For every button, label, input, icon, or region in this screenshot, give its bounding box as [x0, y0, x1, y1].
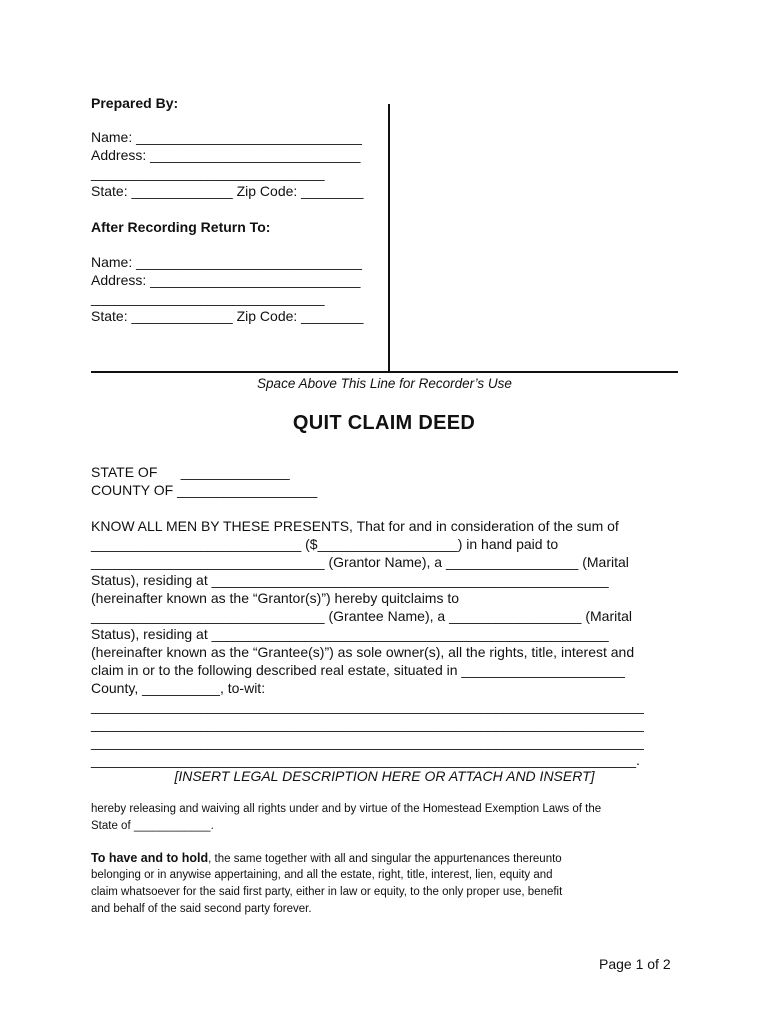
- prepared-by-address-field[interactable]: Address: ___________________________: [91, 147, 361, 163]
- prepared-by-address-line2[interactable]: ______________________________: [91, 165, 325, 181]
- property-county-field[interactable]: County, __________, to-wit:: [91, 680, 266, 696]
- consideration-amount-field[interactable]: ___________________________ ($__________________) in hand paid to: [91, 536, 559, 552]
- legal-description-line[interactable]: _______________________________________________________________________: [91, 734, 644, 750]
- document-title: QUIT CLAIM DEED: [292, 412, 476, 434]
- return-to-address-field[interactable]: Address: ___________________________: [91, 272, 361, 288]
- grantor-name-field[interactable]: ______________________________ (Grantor Name), a _________________ (Marital: [91, 554, 629, 570]
- return-to-name-field[interactable]: Name: _____________________________: [91, 254, 362, 270]
- prepared-by-name-field[interactable]: Name: _____________________________: [91, 129, 362, 145]
- recorder-vertical-divider: [388, 104, 390, 372]
- habendum-line1-rest: , the same together with all and singular the appurtenances thereunto: [208, 853, 562, 865]
- habendum-lead: To have and to hold: [91, 851, 209, 865]
- page-number: Page 1 of 2: [599, 956, 671, 972]
- recorder-horizontal-divider: [91, 371, 678, 373]
- property-situated-field[interactable]: claim in or to the following described real estate, situated in _____________________: [91, 662, 625, 678]
- legal-description-line[interactable]: _______________________________________________________________________: [91, 716, 644, 732]
- legal-description-line[interactable]: ______________________________________________________________________.: [91, 752, 640, 768]
- state-of-field[interactable]: STATE OF ______________: [91, 464, 290, 480]
- grantee-residence-field[interactable]: Status), residing at ___________________________________________________: [91, 626, 609, 642]
- body-line: KNOW ALL MEN BY THESE PRESENTS, That for and in consideration of the sum of: [91, 518, 619, 534]
- grantor-residence-field[interactable]: Status), residing at ___________________________________________________: [91, 572, 609, 588]
- habendum-line: and behalf of the said second party forever.: [91, 903, 312, 915]
- county-of-field[interactable]: COUNTY OF __________________: [91, 482, 318, 498]
- prepared-by-heading: Prepared By:: [91, 95, 179, 111]
- legal-description-note: [INSERT LEGAL DESCRIPTION HERE OR ATTACH AND INSERT]: [174, 768, 595, 784]
- homestead-state-field[interactable]: State of ____________.: [91, 820, 214, 832]
- return-to-address-line2[interactable]: ______________________________: [91, 290, 325, 306]
- legal-description-line[interactable]: _______________________________________________________________________: [91, 698, 644, 714]
- body-line: (hereinafter known as the “Grantor(s)”) hereby quitclaims to: [91, 590, 460, 606]
- recorder-use-note: Space Above This Line for Recorder’s Use: [257, 376, 512, 391]
- homestead-line: hereby releasing and waiving all rights under and by virtue of the Homestead Exemption Laws of the: [91, 803, 602, 815]
- habendum-line: [91, 850, 562, 868]
- body-line: (hereinafter known as the “Grantee(s)”) as sole owner(s), all the rights, title, interest and: [91, 644, 635, 660]
- return-to-heading: After Recording Return To:: [91, 219, 271, 235]
- return-to-state-zip-field[interactable]: State: _____________ Zip Code: ________: [91, 308, 364, 324]
- habendum-line: belonging or in anywise appertaining, and all the estate, right, title, interest, lien, equity and: [91, 869, 553, 881]
- grantee-name-field[interactable]: ______________________________ (Grantee Name), a _________________ (Marital: [91, 608, 632, 624]
- habendum-line: claim whatsoever for the said first party, either in law or equity, to the only proper use, benefit: [91, 886, 563, 898]
- prepared-by-state-zip-field[interactable]: State: _____________ Zip Code: ________: [91, 183, 364, 199]
